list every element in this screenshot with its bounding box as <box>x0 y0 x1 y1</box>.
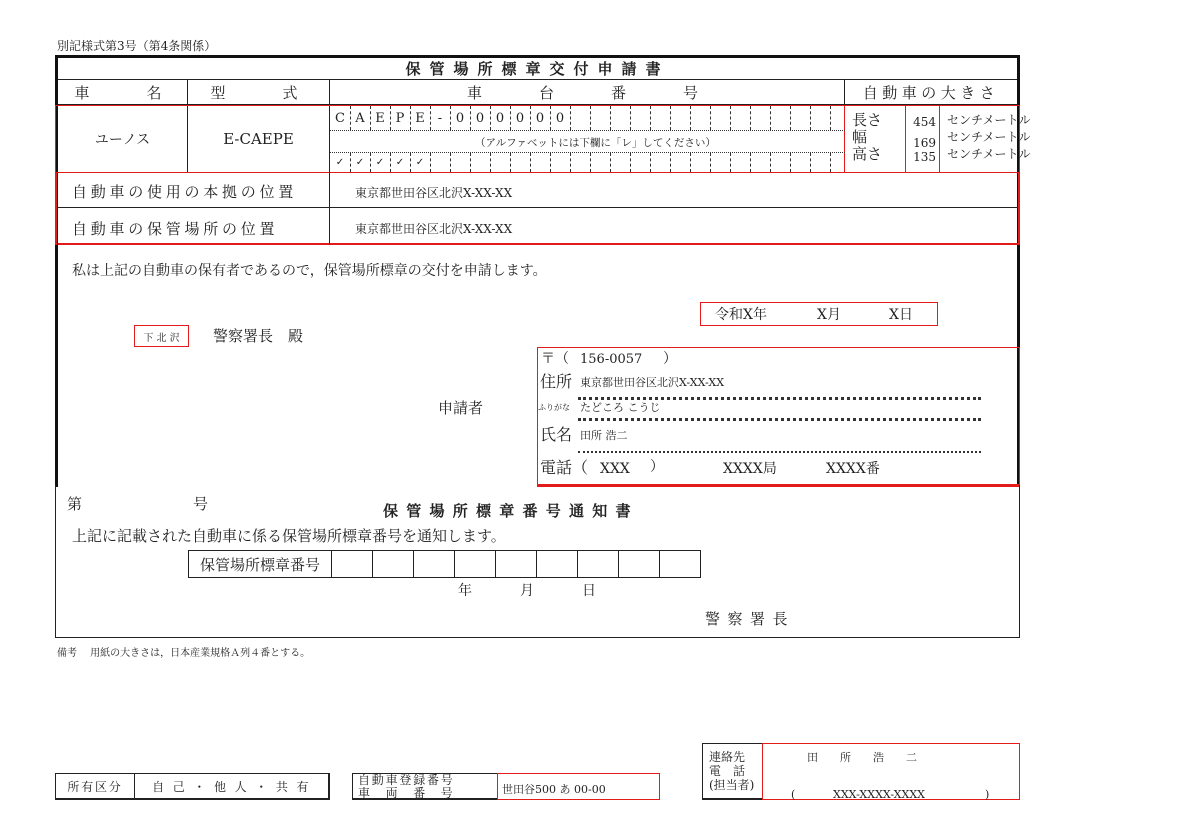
date-month: X月 <box>817 307 841 323</box>
height-value[interactable]: 135 <box>913 150 936 164</box>
notice-year: 年 <box>458 583 472 599</box>
applicant-label: 申請者 <box>438 399 484 417</box>
chassis-char-box[interactable] <box>610 106 631 130</box>
alphabet-check-box[interactable] <box>550 153 571 172</box>
chassis-char-box[interactable]: - <box>430 106 451 130</box>
postal-mark: 〒（ <box>541 351 569 367</box>
phone-exchange[interactable]: XXXX局 <box>723 461 777 477</box>
contact-info[interactable] <box>762 743 1020 800</box>
alphabet-check-box[interactable] <box>610 153 631 172</box>
permit-number-cell[interactable] <box>537 551 578 577</box>
alphabet-check-box[interactable] <box>690 153 711 172</box>
permit-number-label: 保管場所標章番号 <box>189 551 332 577</box>
phone-close: ） <box>650 459 664 475</box>
unit-text: センチメートル <box>947 113 1031 127</box>
chassis-char-box[interactable]: A <box>350 106 371 130</box>
applicant-address[interactable]: 東京都世田谷区北沢X-XX-XX <box>580 376 725 389</box>
ownership-options[interactable]: 自 己 ・ 他 人 ・ 共 有 <box>152 779 311 794</box>
permit-number-cell[interactable] <box>455 551 496 577</box>
permit-number-cell[interactable] <box>660 551 700 577</box>
postal-code[interactable]: 156-0057 <box>580 352 643 367</box>
unit-text: センチメートル <box>947 147 1031 161</box>
phone-number[interactable]: XXXX番 <box>826 461 880 477</box>
width-label: 幅 <box>852 128 868 146</box>
chassis-char-box[interactable] <box>730 106 751 130</box>
alphabet-check-box[interactable] <box>570 153 591 172</box>
date-year: 令和X年 <box>715 307 767 323</box>
header-model: 型 式 <box>188 80 330 105</box>
alphabet-check-box[interactable] <box>710 153 731 172</box>
chassis-note: （アルファベットには下欄に「レ」してください） <box>475 137 716 149</box>
chassis-char-box[interactable]: 0 <box>450 106 471 130</box>
height-label: 高さ <box>852 145 883 163</box>
chassis-char-box[interactable] <box>770 106 791 130</box>
length-label: 長さ <box>852 111 883 129</box>
alphabet-check-box[interactable] <box>750 153 771 172</box>
permit-number-table <box>188 550 701 578</box>
alphabet-check-box[interactable] <box>670 153 691 172</box>
address-label: 住所 <box>540 372 573 391</box>
applicant-furigana[interactable]: たどころ こうじ <box>580 401 661 414</box>
ownership-label: 所有区分 <box>56 774 135 798</box>
alphabet-check-box[interactable] <box>630 153 651 172</box>
chassis-char-box[interactable]: C <box>330 106 351 130</box>
storage-location-label: 自動車の保管場所の位置 <box>58 208 330 245</box>
permit-number-cell[interactable] <box>619 551 660 577</box>
alphabet-check-box[interactable] <box>450 153 471 172</box>
contact-phone[interactable]: XXX-XXXX-XXXX <box>833 788 926 801</box>
furigana-label: ふりがな <box>538 403 570 412</box>
chassis-char-box[interactable] <box>690 106 711 130</box>
contact-label <box>702 743 763 800</box>
alphabet-check-box[interactable]: ✓ <box>370 153 391 172</box>
alphabet-check-box[interactable]: ✓ <box>390 153 411 172</box>
base-location-label: 自動車の使用の本拠の位置 <box>58 172 330 208</box>
chief-addressee: 警察署長 殿 <box>213 327 304 345</box>
remarks: 備考 用紙の大きさは，日本産業規格Ａ列４番とする。 <box>57 648 311 659</box>
applicant-name[interactable]: 田所 浩二 <box>580 429 628 442</box>
chassis-char-box[interactable] <box>590 106 611 130</box>
police-station-field[interactable]: 下 北 沢 <box>134 325 189 347</box>
applicant-box <box>537 347 1020 487</box>
permit-number-cell[interactable] <box>414 551 455 577</box>
date-day: X日 <box>889 307 913 323</box>
notice-dai: 第 <box>67 495 83 513</box>
contact-name[interactable]: 田 所 浩 二 <box>807 751 917 764</box>
chassis-char-box[interactable] <box>790 106 811 130</box>
contact-label-3: (担当者) <box>709 778 755 792</box>
chassis-char-box[interactable]: E <box>410 106 431 130</box>
chassis-char-box[interactable] <box>630 106 651 130</box>
permit-number-cell[interactable] <box>496 551 537 577</box>
length-value[interactable]: 454 <box>913 115 936 129</box>
chassis-char-box[interactable]: 0 <box>550 106 571 130</box>
alphabet-check-box[interactable] <box>590 153 611 172</box>
vehicle-model[interactable]: E-CAEPE <box>188 106 330 172</box>
notice-day: 日 <box>582 583 596 599</box>
chassis-char-box[interactable]: P <box>390 106 411 130</box>
alphabet-check-box[interactable]: ✓ <box>350 153 371 172</box>
alphabet-check-box[interactable] <box>510 153 531 172</box>
tel-close: ) <box>985 788 990 801</box>
chassis-number-field[interactable] <box>330 106 845 172</box>
ownership-box <box>55 773 330 800</box>
alphabet-check-box[interactable] <box>810 153 831 172</box>
alphabet-check-box[interactable] <box>530 153 551 172</box>
registration-label-1: 自動車登録番号 <box>358 773 455 787</box>
header-chassis-number: 車 台 番 号 <box>330 80 845 105</box>
size-units <box>947 112 1031 163</box>
form-reference: 別記様式第3号（第4条関係） <box>57 39 217 53</box>
alphabet-check-box[interactable] <box>430 153 451 172</box>
storage-location-value[interactable]: 東京都世田谷区北沢X-XX-XX <box>330 208 1020 245</box>
notice-chief: 警察署長 <box>705 610 796 628</box>
size-values[interactable] <box>905 105 940 173</box>
form-title: 保管場所標章交付申請書 <box>58 58 1017 80</box>
name-label: 氏名 <box>540 425 573 444</box>
chassis-char-box[interactable]: 0 <box>530 106 551 130</box>
postal-close: ） <box>663 351 677 367</box>
alphabet-check-box[interactable]: ✓ <box>330 153 351 172</box>
notice-text: 上記に記載された自動車に係る保管場所標章番号を通知します。 <box>72 527 506 545</box>
date-field[interactable] <box>700 302 938 326</box>
registration-label-2: 車 両 番 号 <box>358 786 455 800</box>
alphabet-check-box[interactable] <box>730 153 751 172</box>
chassis-char-box[interactable] <box>810 106 831 130</box>
vehicle-name[interactable]: ユーノス <box>58 106 188 172</box>
chassis-char-box[interactable]: 0 <box>490 106 511 130</box>
chassis-char-box[interactable]: E <box>370 106 391 130</box>
contact-label-2: 電 話 <box>709 764 746 778</box>
statement: 私は上記の自動車の保有者であるので，保管場所標章の交付を申請します。 <box>72 263 547 279</box>
phone-area-code[interactable]: XXX <box>600 461 630 477</box>
alphabet-check-box[interactable] <box>470 153 491 172</box>
phone-label: 電話（ <box>540 458 589 477</box>
permit-number-cell[interactable] <box>578 551 619 577</box>
notice-month: 月 <box>520 583 534 599</box>
contact-label-1: 連絡先 <box>709 750 746 764</box>
tel-open: ( <box>791 788 796 801</box>
header-vehicle-size: 自動車の大きさ <box>845 80 1017 105</box>
registration-number[interactable]: 世田谷500 あ 00-00 <box>497 773 660 800</box>
notice-go: 号 <box>193 495 209 513</box>
permit-number-cell[interactable] <box>373 551 414 577</box>
width-value[interactable]: 169 <box>913 136 936 150</box>
chassis-char-box[interactable] <box>570 106 591 130</box>
chassis-char-box[interactable]: 0 <box>510 106 531 130</box>
chassis-char-box[interactable] <box>670 106 691 130</box>
chassis-char-box[interactable]: 0 <box>470 106 491 130</box>
size-labels <box>845 106 905 172</box>
alphabet-check-box[interactable] <box>650 153 671 172</box>
base-location-value[interactable]: 東京都世田谷区北沢X-XX-XX <box>330 172 1018 208</box>
header-vehicle-name: 車 名 <box>58 80 188 105</box>
alphabet-check-box[interactable] <box>790 153 811 172</box>
alphabet-check-box[interactable] <box>770 153 791 172</box>
alphabet-check-box[interactable] <box>490 153 511 172</box>
registration-label <box>352 773 498 800</box>
chassis-char-box[interactable] <box>710 106 731 130</box>
chassis-char-box[interactable] <box>750 106 771 130</box>
unit-text: センチメートル <box>947 130 1031 144</box>
alphabet-check-box[interactable]: ✓ <box>410 153 431 172</box>
permit-number-cell[interactable] <box>332 551 373 577</box>
chassis-char-box[interactable] <box>650 106 671 130</box>
notice-title: 保管場所標章番号通知書 <box>383 502 639 520</box>
